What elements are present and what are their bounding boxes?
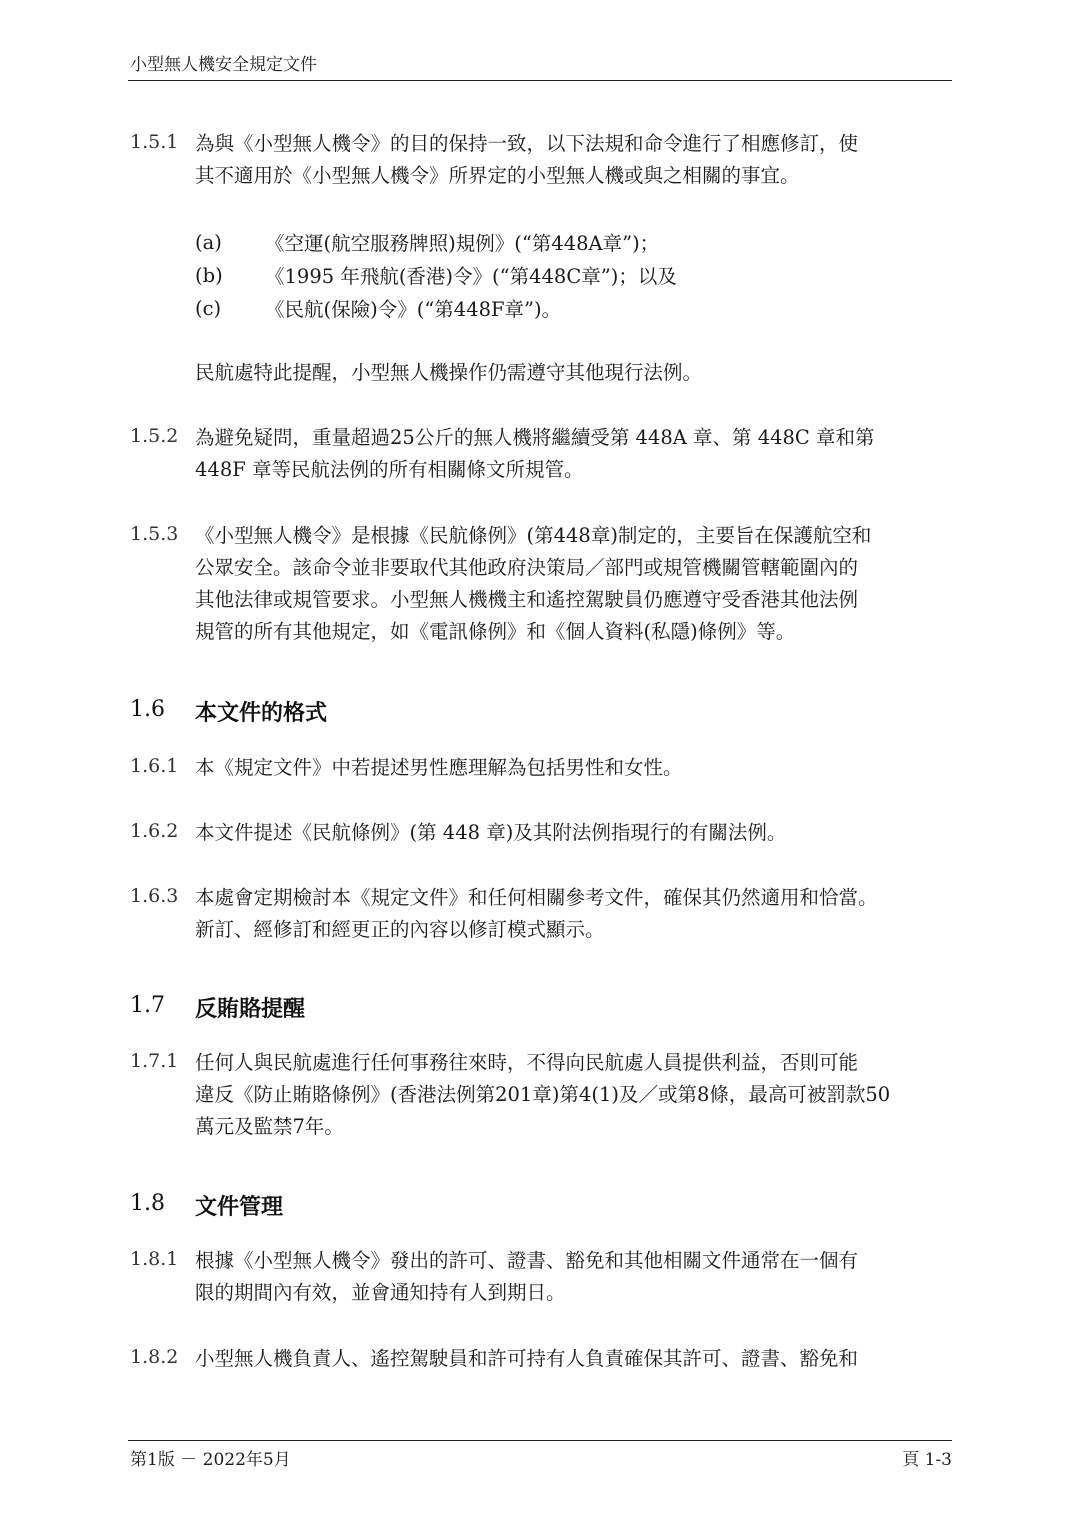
clause-1-6-2-body: [195, 817, 950, 849]
document-header-title: 小型無人機安全規定文件: [130, 55, 317, 75]
list-item-label-c: (c): [195, 297, 222, 320]
paragraph-line: 新訂、經修訂和經更正的內容以修訂模式顯示。: [195, 918, 605, 941]
paragraph-line: 其不適用於《小型無人機令》所界定的小型無人機或與之相關的事宜。: [195, 164, 800, 187]
list-item-label-a: (a): [195, 231, 222, 254]
paragraph-line: 違反《防止賄賂條例》(香港法例第201章)第4(1)及／或第8條，最高可被罰款50: [195, 1083, 891, 1106]
paragraph-line: 規管的所有其他規定，如《電訊條例》和《個人資料(私隱)條例》等。: [195, 620, 796, 643]
clause-1-5-2-body: [195, 422, 950, 486]
paragraph-line: 小型無人機負責人、遙控駕駛員和許可持有人負責確保其許可、證書、豁免和: [195, 1347, 859, 1370]
clause-number-1-5-3: 1.5.3: [130, 523, 179, 545]
section-number-1-6: 1.6: [130, 697, 165, 722]
paragraph-line: 萬元及監禁7年。: [195, 1115, 344, 1138]
clause-number-1-5-2: 1.5.2: [130, 425, 179, 447]
clause-1-5-3-body: [195, 520, 950, 648]
list-item-text-c: 《民航(保險)令》(“第448F章”)。: [265, 298, 562, 321]
section-title-1-7: 反賄賂提醒: [195, 997, 306, 1022]
list-item-text-b: 《1995 年飛航(香港)令》(“第448C章”)；以及: [265, 265, 677, 288]
paragraph-line: 公眾安全。該命令並非要取代其他政府決策局／部門或規管機關管轄範圍內的: [195, 556, 859, 579]
section-title-1-8: 文件管理: [195, 1195, 284, 1220]
section-number-1-8: 1.8: [130, 1191, 165, 1216]
clause-number-1-6-3: 1.6.3: [130, 885, 179, 907]
clause-1-8-1-body: [195, 1245, 950, 1309]
section-number-1-7: 1.7: [130, 993, 165, 1018]
clause-number-1-6-2: 1.6.2: [130, 820, 179, 842]
clause-1-5-1-body: [195, 128, 950, 192]
footer-divider: [128, 1440, 952, 1441]
clause-1-8-2-body: [195, 1343, 950, 1375]
paragraph-line: 本《規定文件》中若提述男性應理解為包括男性和女性。: [195, 756, 683, 779]
paragraph-line: 本處會定期檢討本《規定文件》和任何相關參考文件，確保其仍然適用和恰當。: [195, 886, 878, 909]
paragraph-line: 為避免疑問，重量超過25公斤的無人機將繼續受第 448A 章、第 448C 章和第: [195, 426, 875, 449]
clause-number-1-6-1: 1.6.1: [130, 755, 179, 777]
paragraph-line: 為與《小型無人機令》的目的保持一致，以下法規和命令進行了相應修訂，使: [195, 132, 859, 155]
paragraph-line: 其他法律或規管要求。小型無人機機主和遙控駕駛員仍應遵守受香港其他法例: [195, 588, 859, 611]
paragraph-line: 任何人與民航處進行任何事務往來時，不得向民航處人員提供利益，否則可能: [195, 1051, 859, 1074]
footer-page-number: 頁 1-3: [902, 1450, 952, 1470]
clause-1-6-3-body: [195, 882, 950, 946]
paragraph-line: 民航處特此提醒，小型無人機操作仍需遵守其他現行法例。: [195, 361, 703, 384]
header-divider: [128, 80, 952, 81]
paragraph-line: 限的期間內有效，並會通知持有人到期日。: [195, 1281, 566, 1304]
paragraph-line: 448F 章等民航法例的所有相關條文所規管。: [195, 458, 584, 481]
clause-1-6-1-body: [195, 752, 950, 784]
clause-number-1-7-1: 1.7.1: [130, 1050, 179, 1072]
paragraph-line: 《小型無人機令》是根據《民航條例》(第448章)制定的，主要旨在保護航空和: [195, 524, 872, 547]
clause-number-1-8-1: 1.8.1: [130, 1248, 179, 1270]
clause-number-1-8-2: 1.8.2: [130, 1346, 179, 1368]
clause-number-1-5-1: 1.5.1: [130, 131, 179, 153]
clause-1-5-1-note: [195, 357, 950, 389]
footer-edition: 第1版 － 2022年5月: [130, 1450, 291, 1470]
section-title-1-6: 本文件的格式: [195, 701, 328, 726]
list-item-label-b: (b): [195, 264, 223, 287]
paragraph-line: 本文件提述《民航條例》(第 448 章)及其附法例指現行的有關法例。: [195, 821, 787, 844]
clause-1-7-1-body: [195, 1047, 950, 1143]
list-item-text-a: 《空運(航空服務牌照)規例》(“第448A章”)；: [265, 232, 660, 255]
paragraph-line: 根據《小型無人機令》發出的許可、證書、豁免和其他相關文件通常在一個有: [195, 1249, 859, 1272]
